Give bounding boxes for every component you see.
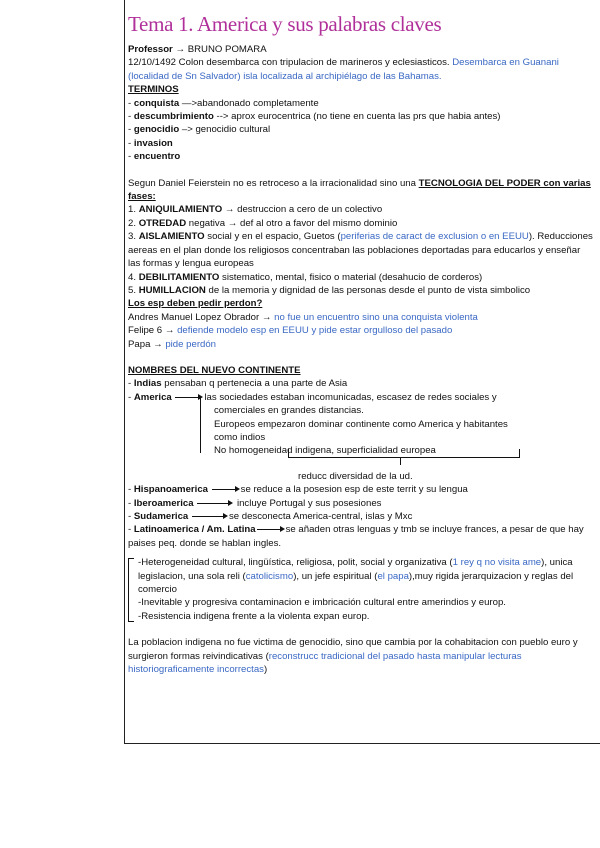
document-content bbox=[128, 10, 594, 676]
list-item: 2. OTREDAD negativa → def al otro a favor del mismo dominio bbox=[128, 217, 398, 229]
intro-blue-text: Desembarca en Guanani (localidad de Sn Salvador) isla localizada al archipiélago de las Bahamas. bbox=[128, 57, 559, 82]
perdon-heading: Los esp deben pedir perdon? bbox=[128, 298, 263, 310]
brace-tick bbox=[400, 457, 401, 465]
list-item: - Latinoamerica / Am. Latina se añaden otras lenguas y tmb se incluye frances, a pesar de que hay paises peq. donde se hablan ingles. bbox=[128, 524, 584, 549]
bracket-note: -Resistencia indigena frente a la violenta expan europ. bbox=[138, 610, 370, 622]
bracket-note: -Heterogeneidad cultural, lingüística, religiosa, polit, social y organizativa (1 rey q no visita ame), unica legislacion, una sola reli (catolicismo), un jefe espiritual (el papa),muy rigida jerarquizacion y reglas del comercio bbox=[138, 557, 574, 596]
brace-shape bbox=[288, 449, 520, 458]
america-note: No homogeneidad indigena, superficialidad europea bbox=[214, 445, 436, 457]
america-note: como indios bbox=[214, 431, 266, 443]
list-item: 5. HUMILLACION de la memoria y dignidad de las personas desde el punto de vista simbolico bbox=[128, 284, 531, 296]
intro-text: 12/10/1492 Colon desembarca con tripulacion de marineros y eclesiasticos. bbox=[128, 57, 450, 69]
arrow-icon bbox=[212, 486, 240, 494]
bracket-shape bbox=[128, 558, 134, 622]
bracket-notes bbox=[128, 556, 594, 623]
perdon-list bbox=[128, 311, 594, 351]
list-item: - genocidio –> genocidio cultural bbox=[128, 124, 271, 136]
america-block bbox=[128, 391, 594, 483]
arrow-icon bbox=[197, 499, 233, 507]
terminos-heading: TERMINOS bbox=[128, 84, 179, 96]
phases-list bbox=[128, 203, 594, 297]
connector-line bbox=[200, 397, 201, 453]
professor-line bbox=[128, 43, 594, 56]
intro-paragraph bbox=[128, 56, 594, 83]
arrow-icon bbox=[257, 526, 285, 534]
list-item: - encuentro bbox=[128, 151, 181, 163]
list-item: - conquista —>abandonado completamente bbox=[128, 97, 319, 109]
list-item: Papa → pide perdón bbox=[128, 338, 217, 350]
list-item: - Iberoamerica incluye Portugal y sus posesiones bbox=[128, 497, 382, 509]
terminos-list bbox=[128, 97, 594, 164]
list-item: 3. AISLAMIENTO social y en el espacio, Guetos (periferias de caract de exclusion o en EEUU). Reducciones aereas en el plan donde los religiosos concentraban las poblaciones deportadas para educarlos y enseñar las formas y lengua europeas bbox=[128, 231, 593, 270]
feierstein-intro: Segun Daniel Feierstein no es retroceso a la irracionalidad sino una TECNOLOGIA DEL PODER con varias fases: bbox=[128, 177, 591, 203]
bracket-note: -Inevitable y progresiva contaminacion e imbricación cultural entre amerindios y europ. bbox=[138, 597, 506, 609]
list-item: - Sudamerica se desconecta America-central, islas y Mxc bbox=[128, 511, 413, 522]
list-item: - invasion bbox=[128, 137, 173, 149]
list-item: - America las sociedades estaban incomunicadas, escasez de redes sociales y bbox=[128, 391, 497, 403]
america-note: Europeos empezaron dominar continente como America y habitantes bbox=[214, 418, 508, 430]
list-item: - Hispanoamerica se reduce a la posesion esp de este territ y su lengua bbox=[128, 484, 468, 496]
nombres-heading: NOMBRES DEL NUEVO CONTINENTE bbox=[128, 364, 301, 376]
list-item: 4. DEBILITAMIENTO sistematico, mental, fisico o material (desahucio de corderos) bbox=[128, 271, 483, 283]
professor-name: BRUNO POMARA bbox=[187, 44, 267, 55]
reducc-note: reducc diversidad de la ud. bbox=[298, 470, 413, 482]
list-item: Andres Manuel Lopez Obrador → no fue un encuentro sino una conquista violenta bbox=[128, 311, 478, 323]
tecnologia-heading: TECNOLOGIA DEL PODER con varias fases: bbox=[128, 177, 591, 203]
conclusion-paragraph: La poblacion indigena no fue victima de genocidio, sino que cambia por la cohabitacion con pueblo euro y surgieron formas reivindicativas (reconstrucc tradicional del pasado hasta manipular lecturas historiograficamente incorrectas) bbox=[128, 637, 578, 676]
list-item: - Indias pensaban q pertenecia a una parte de Asia bbox=[128, 378, 348, 390]
professor-label: Professor bbox=[128, 44, 173, 55]
list-item: 1. ANIQUILAMIENTO → destruccion a cero de un colectivo bbox=[128, 204, 383, 216]
arrow-icon bbox=[192, 512, 228, 520]
list-item: - descumbrimiento --> aprox eurocentrica (no tiene en cuenta las prs que habia antes) bbox=[128, 111, 501, 123]
america-note: comerciales en grandes distancias. bbox=[214, 405, 364, 417]
arrow-glyph: → bbox=[175, 44, 186, 55]
list-item: Felipe 6 → defiende modelo esp en EEUU y pide estar orgulloso del pasado bbox=[128, 325, 453, 337]
page-title: Tema 1. America y sus palabras claves bbox=[128, 12, 442, 36]
